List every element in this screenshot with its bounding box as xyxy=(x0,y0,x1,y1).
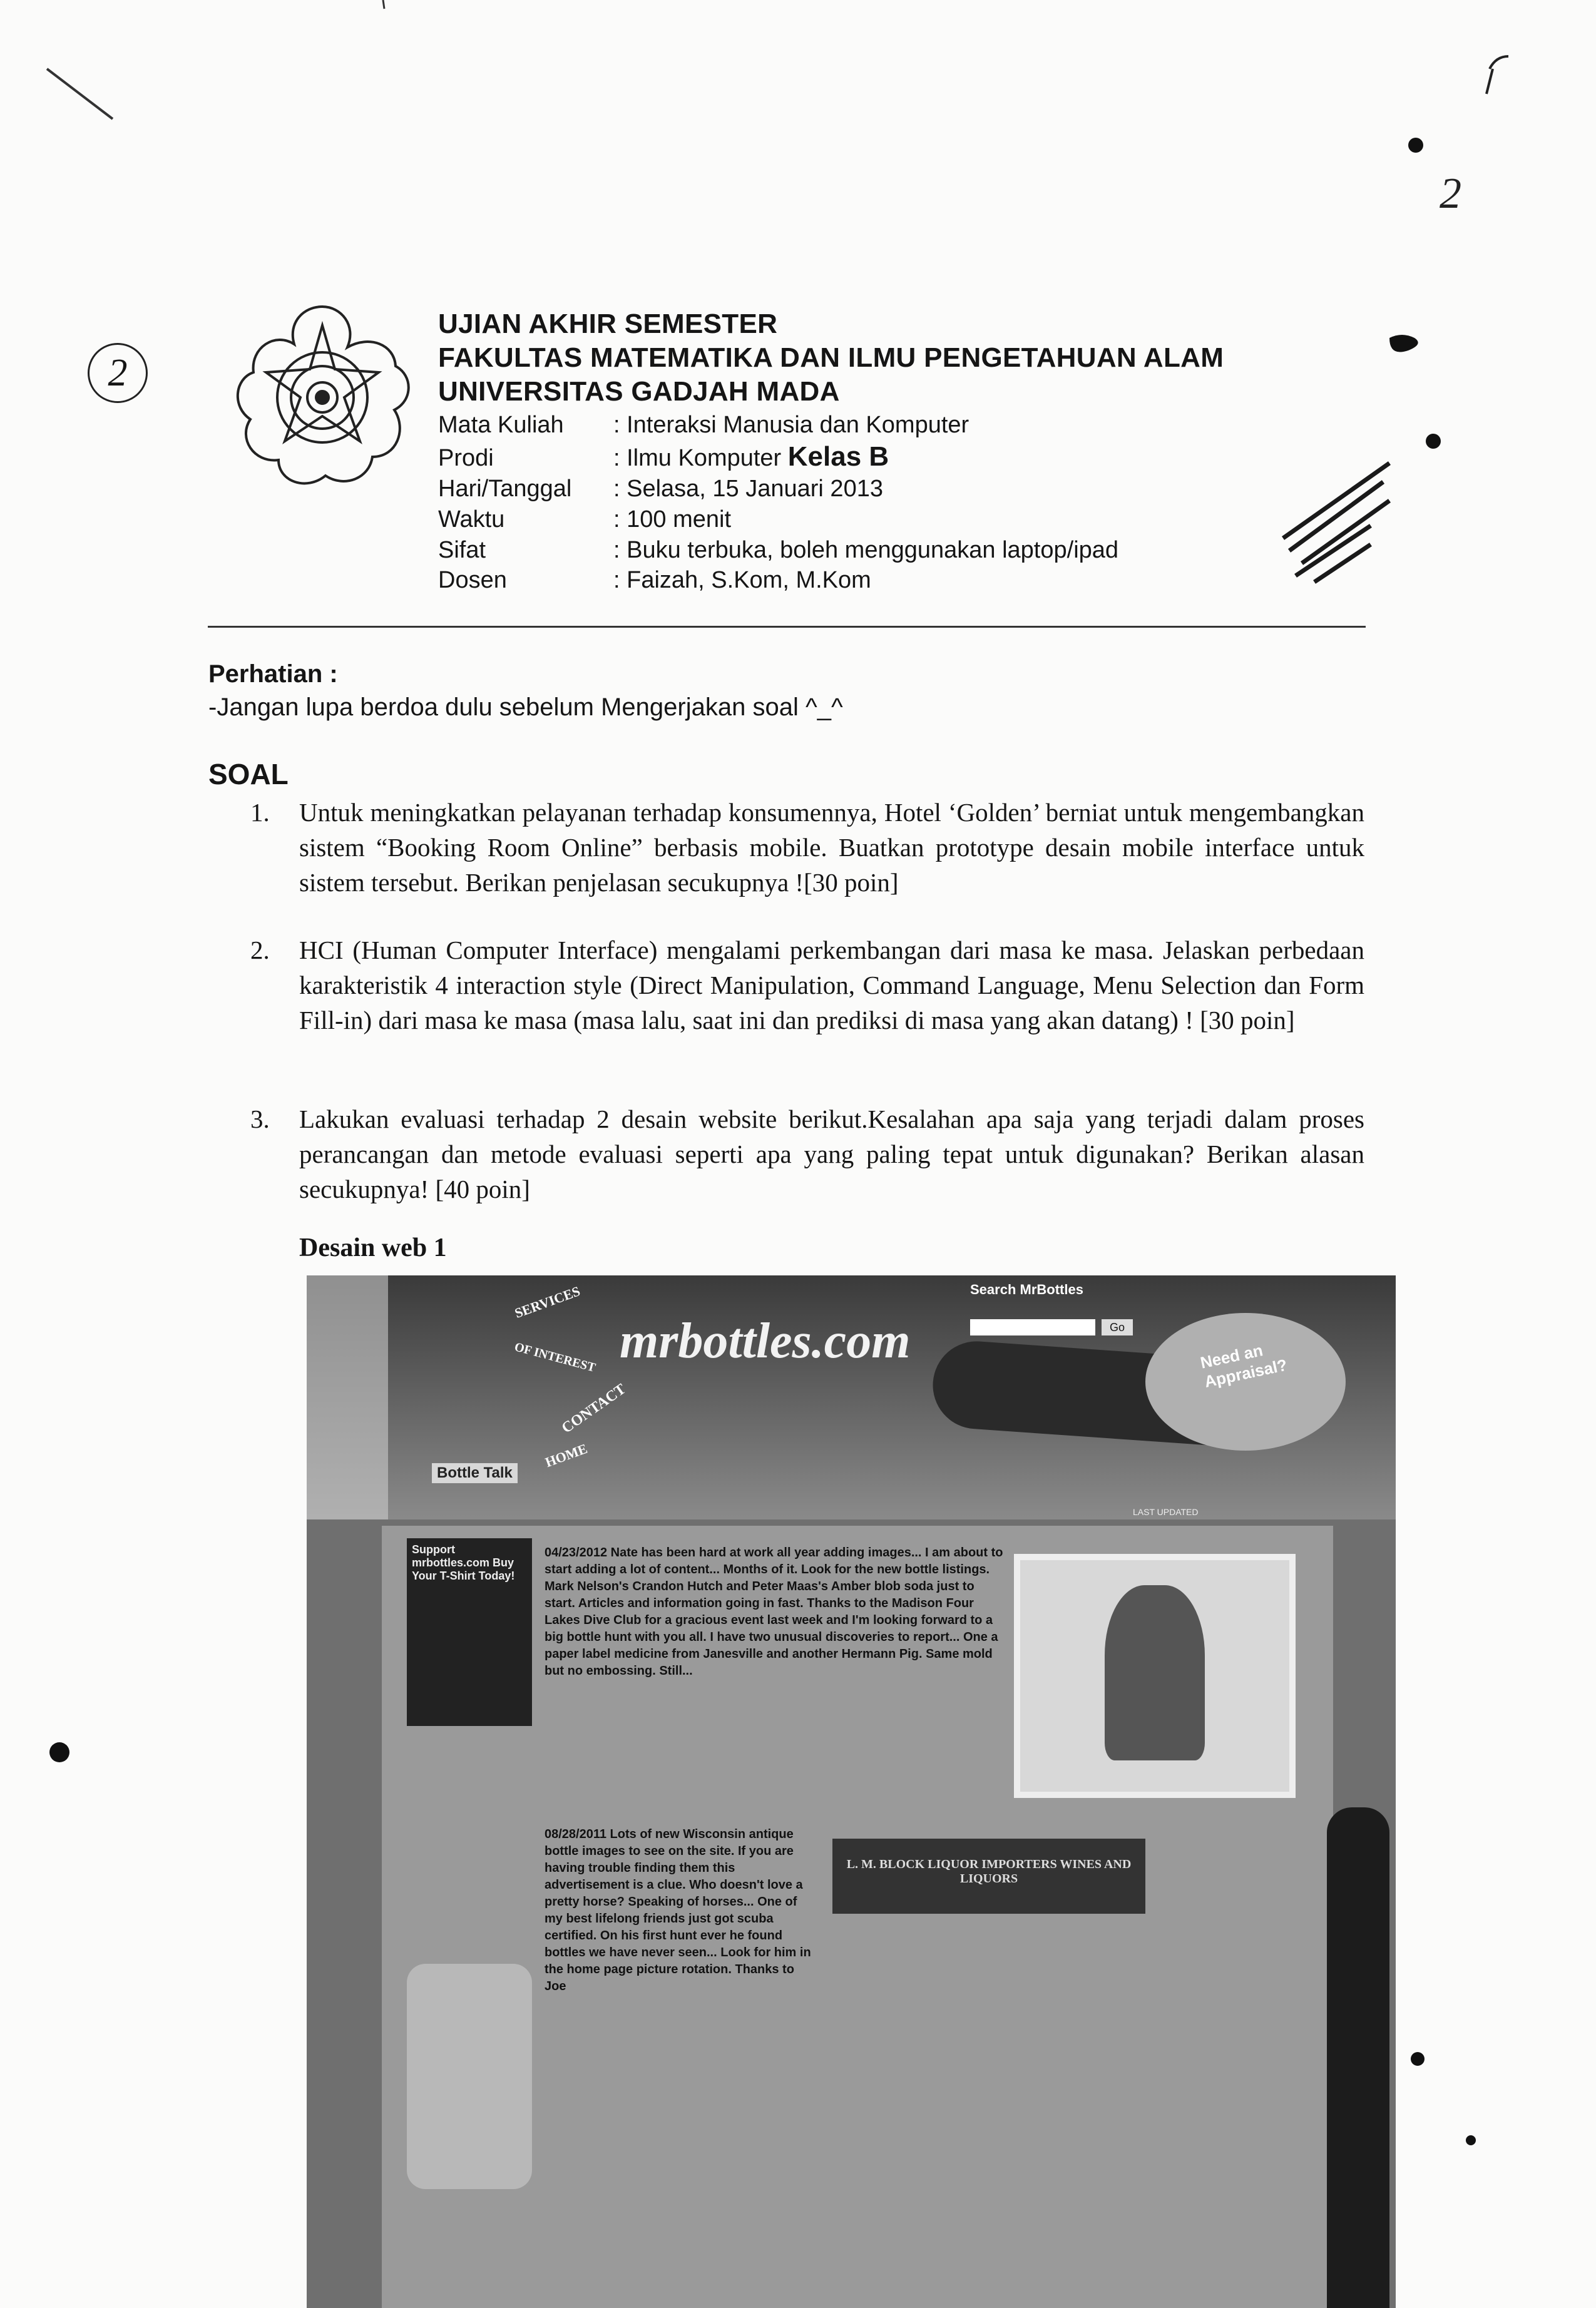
nav-home[interactable]: HOME xyxy=(543,1440,590,1471)
dark-bottle-image xyxy=(1327,1807,1389,2308)
pen-stroke-top-left xyxy=(47,69,113,119)
nav-services[interactable]: SERVICES xyxy=(512,1283,583,1321)
info-row-course: Mata Kuliah : Interaksi Manusia dan Komputer xyxy=(438,412,969,438)
info-row-lecturer: Dosen : Faizah, S.Kom, M.Kom xyxy=(438,567,871,593)
university-title: UNIVERSITAS GADJAH MADA xyxy=(438,376,840,407)
search-input[interactable] xyxy=(970,1319,1095,1335)
site-logo[interactable]: mrbottles.com xyxy=(620,1314,911,1369)
news-post-1: 04/23/2012 Nate has been hard at work all year adding images... I am about to start adding a lot of content... Months of it. Look for the new bottle listings. Mark Nelson's Crandon Hutch and Peter Maas's Amber blob soda just to start. Articles and information going in fast. Thanks to the Madison Four Lakes Dive Club for a gracious event last week and I'm looking forward to a big bottle hunt with you all. I have two unusual discoveries to report... One a paper label medicine from Janesville and another Hermann Pig. Same mold but no embossing. Still... xyxy=(545,1546,1003,1678)
class-label: Kelas B xyxy=(787,441,889,472)
handwritten-circle-number: 2 xyxy=(88,343,148,403)
question-2: 2. HCI (Human Computer Interface) mengalami perkembangan dari masa ke masa. Jelaskan perbedaan karakteristik 4 interaction style (Direct Manipulation, Command Language, Menu Selection dan Form Fill-in) dari masa ke masa (masa lalu, saat ini dan prediksi di masa yang akan datang) ! [30 poin] xyxy=(250,936,1364,1034)
figure-title: Desain web 1 xyxy=(299,1233,447,1262)
handwritten-page-number: 2 xyxy=(1440,170,1461,218)
home-page-photo xyxy=(1014,1554,1296,1798)
last-updated: LAST UPDATED xyxy=(1133,1507,1199,1517)
nav-bottle-talk[interactable]: Bottle Talk xyxy=(432,1463,518,1483)
website-screenshot xyxy=(307,1275,1396,2308)
news-post-2: 08/28/2011 Lots of new Wisconsin antique bottle images to see on the site. If you are having trouble finding them this advertisement is a clue. Who doesn't love a pretty horse? Speaking of horses... One of my best lifelong friends just got scuba certified. On his first hunt ever he found bottles we have never seen... Look for him in the home page picture rotation. Thanks to Joe xyxy=(545,1827,811,1993)
question-1: 1. Untuk meningkatkan pelayanan terhadap konsumennya, Hotel ‘Golden’ berniat untuk mengembangkan sistem “Booking Room Online” berbasis mobile. Buatkan prototype desain mobile interface untuk sistem tersebut. Berikan penjelasan secukupnya ![30 poin] xyxy=(250,798,1364,897)
liquor-ad-sign: L. M. BLOCK LIQUOR IMPORTERS WINES AND LIQUORS xyxy=(832,1839,1145,1914)
pen-stroke-top-right xyxy=(1486,56,1508,94)
attention-title: Perhatian : xyxy=(208,660,338,688)
attention-text: -Jangan lupa berdoa dulu sebelum Mengerjakan soal ^_^ xyxy=(208,693,843,721)
search-label: Search MrBottles xyxy=(970,1282,1083,1297)
header-divider xyxy=(208,626,1366,628)
info-row-nature: Sifat : Buku terbuka, boleh menggunakan laptop/ipad xyxy=(438,537,1119,563)
ugm-seal-logo xyxy=(225,300,419,494)
soal-heading: SOAL xyxy=(208,758,289,790)
nav-of-interest[interactable]: OF INTEREST xyxy=(513,1340,597,1375)
search-go-button[interactable]: Go xyxy=(1102,1319,1133,1335)
question-3: 3. Lakukan evaluasi terhadap 2 desain website berikut.Kesalahan apa saja yang terjadi dalam proses perancangan dan metode evaluasi seperti apa yang paling tepat untuk digunakan? Berikan alasan secukupnya! [40 poin] xyxy=(250,1105,1364,1203)
appraisal-link[interactable]: Need an Appraisal? xyxy=(1199,1340,1289,1391)
faculty-title: FAKULTAS MATEMATIKA DAN ILMU PENGETAHUAN ALAM xyxy=(438,342,1224,373)
info-row-time: Waktu : 100 menit xyxy=(438,506,731,533)
nav-contact[interactable]: CONTACT xyxy=(558,1381,629,1437)
exam-title: UJIAN AKHIR SEMESTER xyxy=(438,309,778,339)
info-row-program: Prodi : Ilmu Komputer Kelas B xyxy=(438,441,889,472)
side-bottle-ad xyxy=(407,1964,532,2189)
tshirt-promo[interactable]: Support mrbottles.com Buy Your T-Shirt Today! xyxy=(407,1538,532,1726)
info-row-date: Hari/Tanggal : Selasa, 15 Januari 2013 xyxy=(438,476,883,502)
